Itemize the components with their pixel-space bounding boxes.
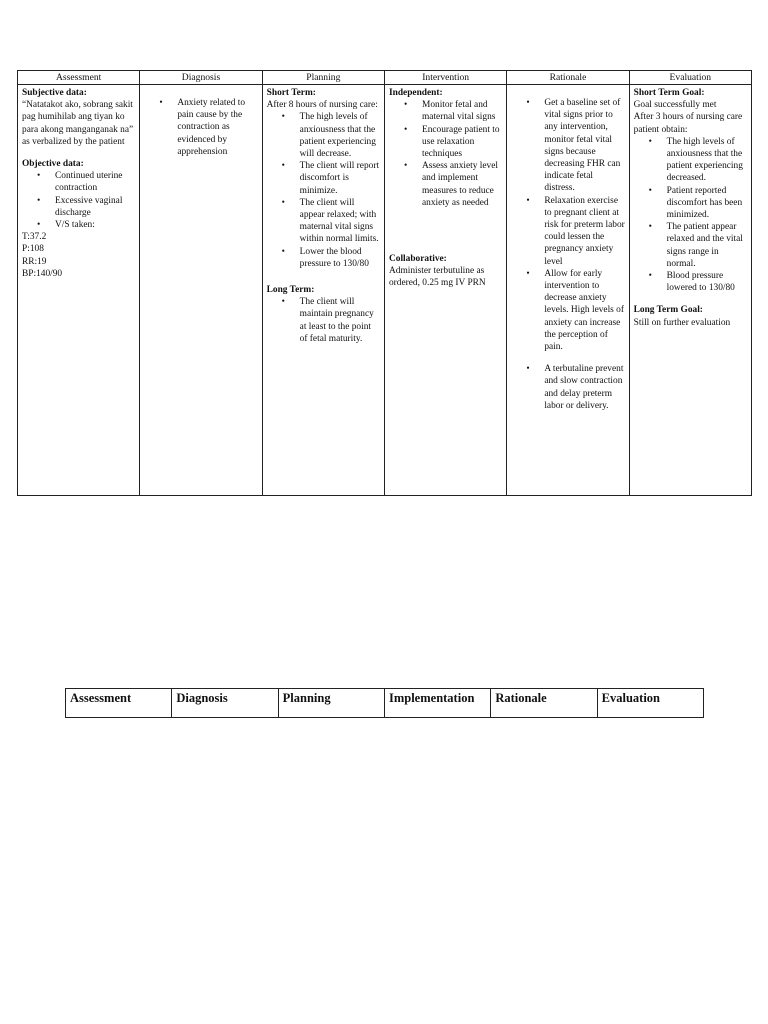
long-term-goal-label: Long Term Goal: — [633, 305, 703, 316]
short-term-list — [267, 111, 381, 270]
short-term-goal-item: • Patient reported discomfort has been minimized. — [667, 185, 748, 222]
short-term-text: After 8 hours of nursing care: — [266, 100, 378, 111]
short-term-goal-status: Goal successfully met — [633, 100, 717, 111]
long-term-label: Long Term: — [266, 285, 315, 296]
short-term-goal-list — [634, 136, 748, 295]
blank-header-assessment: Assessment — [66, 689, 172, 718]
rationale-cell — [507, 85, 629, 496]
intervention-cell — [384, 85, 506, 496]
header-planning: Planning — [262, 71, 384, 85]
long-term-item: • The client will maintain pregnancy at least to the point of fetal maturity. — [300, 296, 381, 345]
independent-item: • Monitor fetal and maternal vital signs — [422, 99, 503, 123]
short-term-goal-text: After 3 hours of nursing care patient obtain: — [633, 112, 743, 135]
evaluation-cell — [629, 85, 751, 496]
independent-item: • Assess anxiety level and implement measures to reduce anxiety as needed — [422, 160, 503, 209]
objective-item: • Excessive vaginal discharge — [55, 195, 136, 219]
blank-header-diagnosis: Diagnosis — [172, 689, 278, 718]
blank-header-implementation: Implementation — [384, 689, 490, 718]
care-plan-header-row — [18, 71, 752, 85]
care-plan-row — [18, 85, 752, 496]
objective-label: Objective data: — [22, 159, 84, 170]
long-term-goal-text: Still on further evaluation — [633, 317, 731, 328]
header-assessment: Assessment — [18, 71, 140, 85]
short-term-label: Short Term: — [266, 88, 316, 98]
assessment-cell — [18, 85, 140, 496]
blank-header-planning: Planning — [278, 689, 384, 718]
long-term-list — [267, 296, 381, 345]
short-term-item: • Lower the blood pressure to 130/80 — [300, 246, 381, 270]
diagnosis-item: • Anxiety related to pain cause by the contraction as evidenced by apprehension — [177, 97, 258, 158]
subjective-text: “Natatakot ako, sobrang sakit pag humihilab ang tiyan ko para akong manganganak na” as verbalized by the patient — [22, 100, 134, 147]
header-evaluation: Evaluation — [629, 71, 751, 85]
rationale-item: • Allow for early intervention to decrease anxiety levels. High levels of anxiety can increase the perception of pain. — [544, 268, 625, 353]
planning-cell — [262, 85, 384, 496]
blank-header-rationale: Rationale — [491, 689, 597, 718]
short-term-item: • The client will appear relaxed; with maternal vital signs within normal limits. — [300, 197, 381, 246]
header-diagnosis: Diagnosis — [140, 71, 262, 85]
care-plan-table — [17, 70, 752, 496]
blank-plan-header-row — [66, 689, 704, 718]
subjective-label: Subjective data: — [22, 88, 87, 98]
rationale-list — [511, 97, 625, 353]
rationale-item: • Get a baseline set of vital signs prior to any intervention, monitor fetal vital signs because decreasing FHR can indicate fetal distress. — [544, 97, 625, 195]
short-term-goal-label: Short Term Goal: — [633, 88, 705, 98]
independent-item: • Encourage patient to use relaxation techniques — [422, 124, 503, 161]
objective-list — [22, 170, 136, 231]
blank-plan-table — [65, 688, 704, 718]
vital-pulse: P:108 — [22, 244, 44, 255]
vital-blood-pressure: BP:140/90 — [22, 268, 63, 279]
header-rationale: Rationale — [507, 71, 629, 85]
short-term-goal-item: • Blood pressure lowered to 130/80 — [667, 270, 748, 294]
diagnosis-cell — [140, 85, 262, 496]
header-intervention: Intervention — [384, 71, 506, 85]
objective-item: • Continued uterine contraction — [55, 170, 136, 194]
diagnosis-list — [144, 97, 258, 158]
vital-respiratory-rate: RR:19 — [22, 256, 47, 267]
rationale-item: • Relaxation exercise to pregnant client at risk for preterm labor could lessen the pregnancy anxiety level — [544, 195, 625, 268]
vital-temperature: T:37.2 — [22, 232, 47, 243]
short-term-item: • The client will report discomfort is minimize. — [300, 160, 381, 197]
independent-list — [389, 99, 503, 209]
blank-header-evaluation: Evaluation — [597, 689, 703, 718]
short-term-item: • The high levels of anxiousness that the patient experiencing will decrease. — [300, 111, 381, 160]
objective-item: • V/S taken: — [55, 219, 136, 231]
collaborative-text: Administer terbutuline as ordered, 0.25 mg IV PRN — [388, 266, 486, 289]
collaborative-label: Collaborative: — [388, 254, 447, 265]
short-term-goal-item: • The patient appear relaxed and the vital signs range in normal. — [667, 221, 748, 270]
rationale-list-2 — [511, 363, 625, 412]
independent-label: Independent: — [388, 88, 443, 98]
short-term-goal-item: • The high levels of anxiousness that the patient experiencing decreased. — [667, 136, 748, 185]
rationale-item: • A terbutaline prevent and slow contraction and delay preterm labor or delivery. — [544, 363, 625, 412]
